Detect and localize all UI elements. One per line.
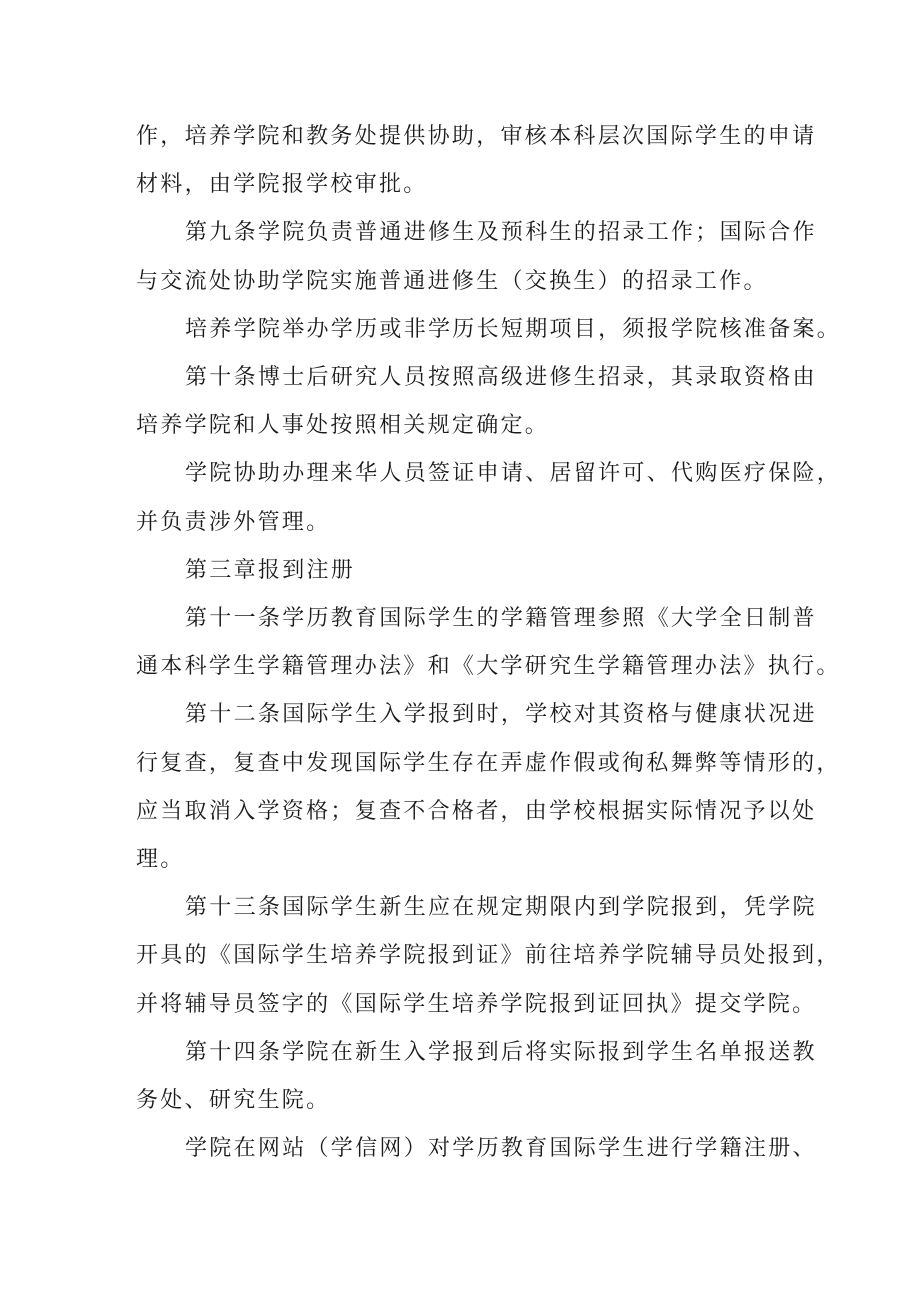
text-line: 材料，由学院报学校审批。 (136, 172, 428, 198)
chapter-heading: 第三章报到注册 (185, 557, 356, 583)
text-line: 行复查，复查中发现国际学生存在弄虚作假或徇私舞弊等情形的， (136, 750, 841, 776)
text-line: 第十四条学院在新生入学报到后将实际报到学生名单报送教 (185, 1039, 817, 1065)
text-line: 第十条博士后研究人员按照高级进修生招录，其录取资格由 (185, 365, 817, 391)
text-line: 通本科学生学籍管理办法》和《大学研究生学籍管理办法》执行。 (136, 654, 841, 680)
text-line: 第十三条国际学生新生应在规定期限内到学院报到，凭学院 (185, 895, 817, 921)
text-line: 并将辅导员签字的《国际学生培养学院报到证回执》提交学院。 (136, 991, 817, 1017)
text-line: 开具的《国际学生培养学院报到证》前往培养学院辅导员处报到， (136, 943, 841, 969)
text-line: 务处、研究生院。 (136, 1088, 331, 1114)
text-line: 作，培养学院和教务处提供协助，审核本科层次国际学生的申请 (136, 124, 817, 149)
document-body (136, 113, 842, 1173)
text-line: 学院协助办理来华人员签证申请、居留许可、代购医疗保险， (185, 461, 842, 487)
text-line: 第十二条国际学生入学报到时，学校对其资格与健康状况进 (185, 702, 817, 728)
text-line: 与交流处协助学院实施普通进修生（交换生）的招录工作。 (136, 268, 768, 294)
text-line: 培养学院和人事处按照相关规定确定。 (136, 413, 550, 439)
text-line: 第九条学院负责普通进修生及预科生的招录工作；国际合作 (185, 220, 817, 246)
text-line: 第十一条学历教育国际学生的学籍管理参照《大学全日制普 (185, 606, 817, 632)
text-line: 并负责涉外管理。 (136, 509, 331, 535)
text-line: 学院在网站（学信网）对学历教育国际学生进行学籍注册、 (185, 1136, 817, 1162)
text-line: 应当取消入学资格；复查不合格者，由学校根据实际情况予以处 (136, 798, 817, 824)
text-line: 培养学院举办学历或非学历长短期项目，须报学院核准备案。 (185, 316, 842, 342)
text-line: 理。 (136, 847, 185, 873)
